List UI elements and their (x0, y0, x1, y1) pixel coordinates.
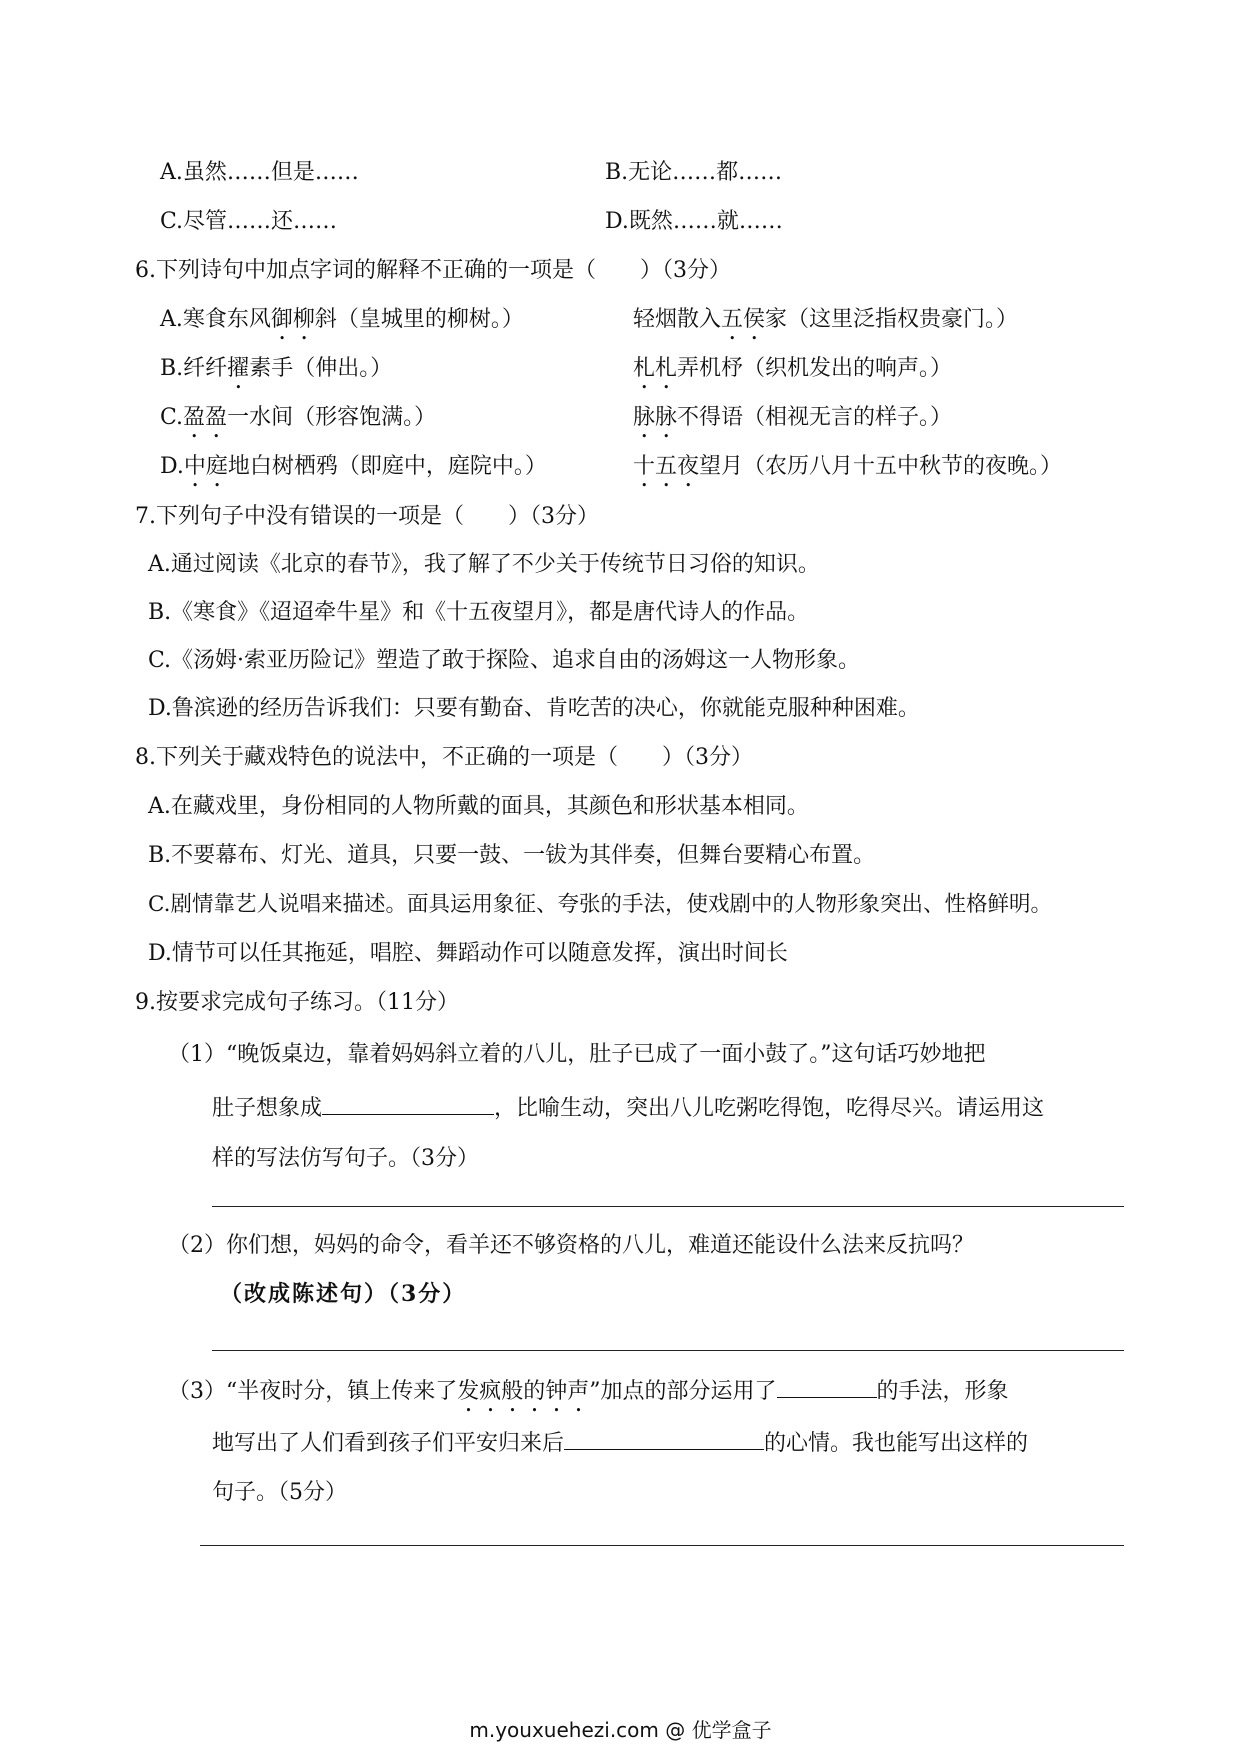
q6-b-right-post: 弄机杼（织机发出的响声。） (677, 356, 953, 381)
q6-c-left-pre: C. (160, 405, 184, 430)
q6-a-left-dotted: 御柳 (270, 307, 315, 332)
q6-option-c-right (633, 403, 952, 443)
q9-part3-line2-pre: 地写出了人们看到孩子们平安归来后 (212, 1431, 565, 1456)
footer-watermark: m.youxuehezi.com @ 优学盒子 (469, 1718, 772, 1742)
q9-part3-line1-mid: ”加点的部分运用了 (589, 1379, 777, 1404)
q9-part2-answer-line[interactable] (212, 1350, 1124, 1351)
q6-option-a-right (633, 305, 1018, 345)
q6-b-left-dotted: 擢 (227, 356, 250, 381)
q6-b-left-post: 素手（伸出。） (249, 356, 393, 381)
q9-part3-line2 (212, 1427, 1028, 1459)
q7-option-a: A.通过阅读《北京的春节》，我了解了不少关于传统节日习俗的知识。 (148, 552, 820, 577)
q8-option-b: B.不要幕布、灯光、道具，只要一鼓、一钹为其伴奏，但舞台要精心布置。 (148, 843, 876, 868)
q6-b-left-pre: B.纤纤 (160, 356, 228, 381)
q6-option-a-left (160, 305, 524, 345)
q8-stem: 8.下列关于藏戏特色的说法中，不正确的一项是（ ）（3分） (135, 745, 753, 770)
q6-b-right-dotted: 札札 (633, 356, 678, 381)
q6-d-right-dotted: 十五夜 (633, 454, 700, 479)
q9-part1-line3: 样的写法仿写句子。（3分） (212, 1146, 479, 1171)
q8-option-a: A.在藏戏里，身份相同的人物所戴的面具，其颜色和形状基本相同。 (148, 794, 809, 819)
q9-part2-line1: （2）你们想，妈妈的命令，看羊还不够资格的八儿，难道还能设什么法来反抗吗？ (168, 1233, 974, 1258)
q9-part1-answer-blank[interactable] (322, 1092, 494, 1115)
q9-part1-line2-pre: 肚子想象成 (212, 1096, 323, 1121)
q9-part3-line1-pre: （3）“半夜时分，镇上传来了 (168, 1379, 458, 1404)
q6-d-left-pre: D. (160, 454, 184, 479)
q7-option-b: B.《寒食》《迢迢牵牛星》和《十五夜望月》，都是唐代诗人的作品。 (148, 600, 810, 625)
q7-stem: 7.下列句子中没有错误的一项是（ ）（3分） (135, 504, 599, 529)
q6-a-right-post: 家（这里泛指权贵豪门。） (765, 307, 1019, 332)
q9-part3-dotted: 发疯般的钟声 (457, 1379, 590, 1404)
q9-part3-line2-post: 的心情。我也能写出这样的 (764, 1431, 1029, 1456)
q9-part3-line1-post: 的手法，形象 (876, 1379, 1009, 1404)
q6-a-left-post: 斜（皇城里的柳树。） (314, 307, 524, 332)
q6-option-c-left (160, 403, 436, 443)
q6-a-left-pre: A.寒食东风 (160, 307, 271, 332)
q9-part3-technique-blank[interactable] (777, 1375, 877, 1398)
q6-c-right-post: 不得语（相视无言的样子。） (677, 405, 953, 430)
q5-option-d: D.既然……就…… (605, 209, 783, 234)
q9-part3-line3: 句子。（5分） (212, 1480, 347, 1505)
q8-option-d: D.情节可以任其拖延，唱腔、舞蹈动作可以随意发挥，演出时间长 (148, 941, 788, 966)
q7-option-c: C.《汤姆·索亚历险记》塑造了敢于探险、追求自由的汤姆这一人物形象。 (148, 648, 861, 673)
q6-option-b-left (160, 354, 392, 394)
q9-part2-line2: （改成陈述句）（3分） (220, 1281, 467, 1307)
q9-part1-line1: （1）“晚饭桌边，靠着妈妈斜立着的八儿，肚子已成了一面小鼓了。”这句话巧妙地把 (168, 1042, 986, 1067)
q6-option-b-right (633, 354, 952, 394)
q6-d-left-dotted: 中庭 (183, 454, 228, 479)
q6-a-right-dotted: 五侯 (721, 307, 766, 332)
q9-part3-line1 (168, 1375, 1009, 1417)
q9-part3-mood-blank[interactable] (564, 1427, 764, 1450)
q6-a-right-pre: 轻烟散入 (633, 307, 722, 332)
q7-option-d: D.鲁滨逊的经历告诉我们：只要有勤奋、肯吃苦的决心，你就能克服种种困难。 (148, 696, 920, 721)
q6-option-d-left (160, 452, 547, 492)
q6-c-left-dotted: 盈盈 (183, 405, 228, 430)
q9-part3-answer-line[interactable] (200, 1545, 1124, 1546)
q6-d-right-post: 望月（农历八月十五中秋节的夜晚。） (699, 454, 1063, 479)
q9-stem: 9.按要求完成句子练习。（11分） (135, 990, 459, 1015)
q5-option-c: C.尽管……还…… (160, 209, 338, 234)
q6-c-left-post: 一水间（形容饱满。） (227, 405, 437, 430)
q6-option-d-right (633, 452, 1062, 492)
q9-part1-answer-line[interactable] (212, 1206, 1124, 1207)
q5-option-b: B.无论……都…… (605, 160, 783, 185)
q9-part1-line2 (212, 1092, 1044, 1124)
q8-option-c: C.剧情靠艺人说唱来描述。面具运用象征、夸张的手法，使戏剧中的人物形象突出、性格鲜明。 (148, 892, 1053, 917)
q6-c-right-dotted: 脉脉 (633, 405, 678, 430)
q6-stem: 6.下列诗句中加点字词的解释不正确的一项是（ ）（3分） (135, 258, 731, 283)
q6-d-left-post: 地白树栖鸦（即庭中，庭院中。） (227, 454, 547, 479)
q5-option-a: A.虽然……但是…… (160, 160, 359, 185)
q9-part1-line2-post: ，比喻生动，突出八儿吃粥吃得饱，吃得尽兴。请运用这 (494, 1096, 1045, 1121)
